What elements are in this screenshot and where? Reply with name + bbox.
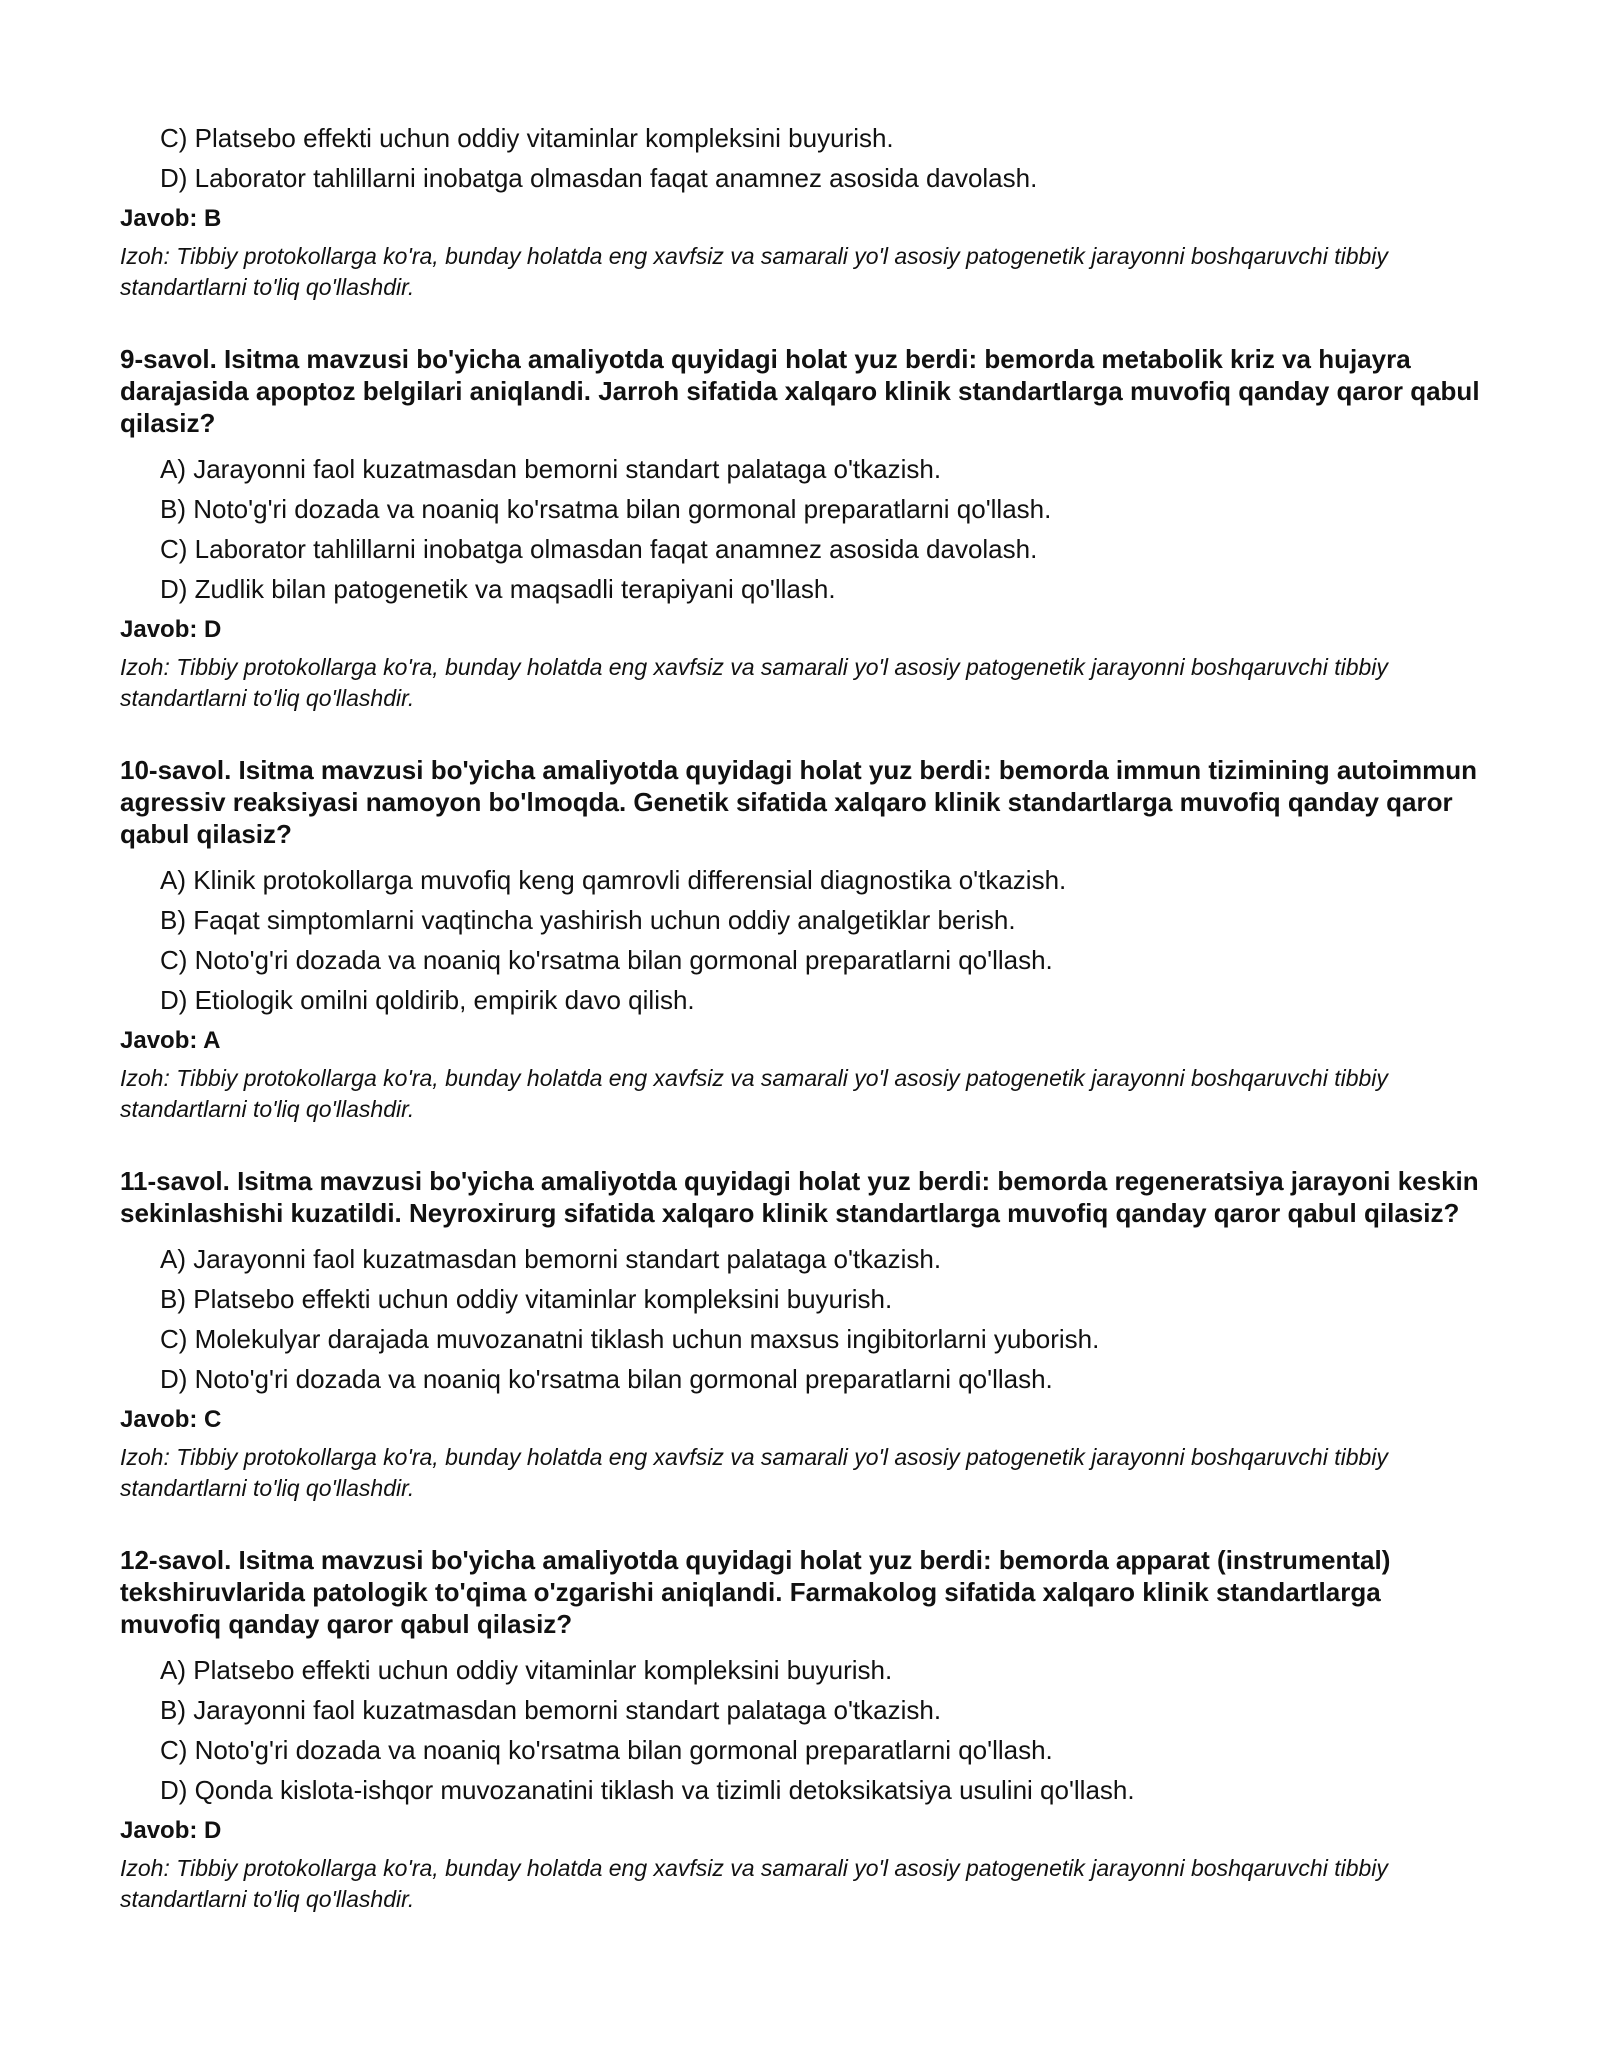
explanation-note: Izoh: Tibbiy protokollarga ko'ra, bunday holatda eng xavfsiz va samarali yo'l asosiy patogenetik jarayonni boshqaruvchi tibbiy standartlarni to'liq qo'llashdir.	[120, 1444, 1388, 1501]
question-title: 9-savol. Isitma mavzusi bo'yicha amaliyotda quyidagi holat yuz berdi: bemorda metabolik kriz va hujayra darajasida apoptoz belgilari aniqlandi. Jarroh sifatida xalqaro klinik standartlarga muvofiq qanday qaror qabul qilasiz?	[120, 344, 1480, 438]
option-c: C) Noto'g'ri dozada va noaniq ko'rsatma bilan gormonal preparatlarni qo'llash.	[160, 945, 1053, 975]
question-12	[120, 1544, 1480, 1915]
explanation-note: Izoh: Tibbiy protokollarga ko'ra, bunday holatda eng xavfsiz va samarali yo'l asosiy patogenetik jarayonni boshqaruvchi tibbiy standartlarni to'liq qo'llashdir.	[120, 243, 1388, 300]
option-d: D) Noto'g'ri dozada va noaniq ko'rsatma bilan gormonal preparatlarni qo'llash.	[160, 1364, 1053, 1394]
answer-label: Javob: C	[120, 1406, 222, 1433]
option-a: A) Jarayonni faol kuzatmasdan bemorni standart palataga o'tkazish.	[160, 454, 942, 484]
document-page	[120, 118, 1480, 1915]
option-a: A) Platsebo effekti uchun oddiy vitaminlar kompleksini buyurish.	[160, 1655, 893, 1685]
explanation-note: Izoh: Tibbiy protokollarga ko'ra, bunday holatda eng xavfsiz va samarali yo'l asosiy patogenetik jarayonni boshqaruvchi tibbiy standartlarni to'liq qo'llashdir.	[120, 1855, 1388, 1912]
option-c: C) Laborator tahlillarni inobatga olmasdan faqat anamnez asosida davolash.	[160, 534, 1038, 564]
explanation-note: Izoh: Tibbiy protokollarga ko'ra, bunday holatda eng xavfsiz va samarali yo'l asosiy patogenetik jarayonni boshqaruvchi tibbiy standartlarni to'liq qo'llashdir.	[120, 654, 1388, 711]
option-c: C) Molekulyar darajada muvozanatni tiklash uchun maxsus ingibitorlarni yuborish.	[160, 1324, 1100, 1354]
option-b: B) Noto'g'ri dozada va noaniq ko'rsatma bilan gormonal preparatlarni qo'llash.	[160, 494, 1052, 524]
option-c: C) Platsebo effekti uchun oddiy vitaminlar kompleksini buyurish.	[160, 123, 894, 153]
answer-label: Javob: A	[120, 1027, 221, 1054]
option-b: B) Faqat simptomlarni vaqtincha yashirish uchun oddiy analgetiklar berish.	[160, 905, 1016, 935]
question-11	[120, 1165, 1480, 1504]
option-a: A) Klinik protokollarga muvofiq keng qamrovli differensial diagnostika o'tkazish.	[160, 865, 1067, 895]
option-b: B) Platsebo effekti uchun oddiy vitaminlar kompleksini buyurish.	[160, 1284, 893, 1314]
option-b: B) Jarayonni faol kuzatmasdan bemorni standart palataga o'tkazish.	[160, 1695, 942, 1725]
option-d: D) Qonda kislota-ishqor muvozanatini tiklash va tizimli detoksikatsiya usulini qo'llash.	[160, 1775, 1135, 1805]
question-8-continuation	[120, 118, 1480, 303]
option-d: D) Etiologik omilni qoldirib, empirik davo qilish.	[160, 985, 695, 1015]
answer-label: Javob: D	[120, 1817, 222, 1844]
option-c: C) Noto'g'ri dozada va noaniq ko'rsatma bilan gormonal preparatlarni qo'llash.	[160, 1735, 1053, 1765]
option-d: D) Laborator tahlillarni inobatga olmasdan faqat anamnez asosida davolash.	[160, 163, 1038, 193]
question-9	[120, 343, 1480, 714]
explanation-note: Izoh: Tibbiy protokollarga ko'ra, bunday holatda eng xavfsiz va samarali yo'l asosiy patogenetik jarayonni boshqaruvchi tibbiy standartlarni to'liq qo'llashdir.	[120, 1065, 1388, 1122]
question-title: 12-savol. Isitma mavzusi bo'yicha amaliyotda quyidagi holat yuz berdi: bemorda apparat (instrumental) tekshiruvlarida patologik to'qima o'zgarishi aniqlandi. Farmakolog sifatida xalqaro klinik standartlarga muvofiq qanday qaror qabul qilasiz?	[120, 1545, 1391, 1639]
answer-label: Javob: B	[120, 205, 222, 232]
answer-label: Javob: D	[120, 616, 222, 643]
question-title: 10-savol. Isitma mavzusi bo'yicha amaliyotda quyidagi holat yuz berdi: bemorda immun tizimining autoimmun agressiv reaksiyasi namoyon bo'lmoqda. Genetik sifatida xalqaro klinik standartlarga muvofiq qanday qaror qabul qilasiz?	[120, 755, 1477, 849]
question-title: 11-savol. Isitma mavzusi bo'yicha amaliyotda quyidagi holat yuz berdi: bemorda regeneratsiya jarayoni keskin sekinlashishi kuzatildi. Neyroxirurg sifatida xalqaro klinik standartlarga muvofiq qanday qaror qabul qilasiz?	[120, 1166, 1479, 1228]
question-10	[120, 754, 1480, 1125]
option-d: D) Zudlik bilan patogenetik va maqsadli terapiyani qo'llash.	[160, 574, 836, 604]
option-a: A) Jarayonni faol kuzatmasdan bemorni standart palataga o'tkazish.	[160, 1244, 942, 1274]
